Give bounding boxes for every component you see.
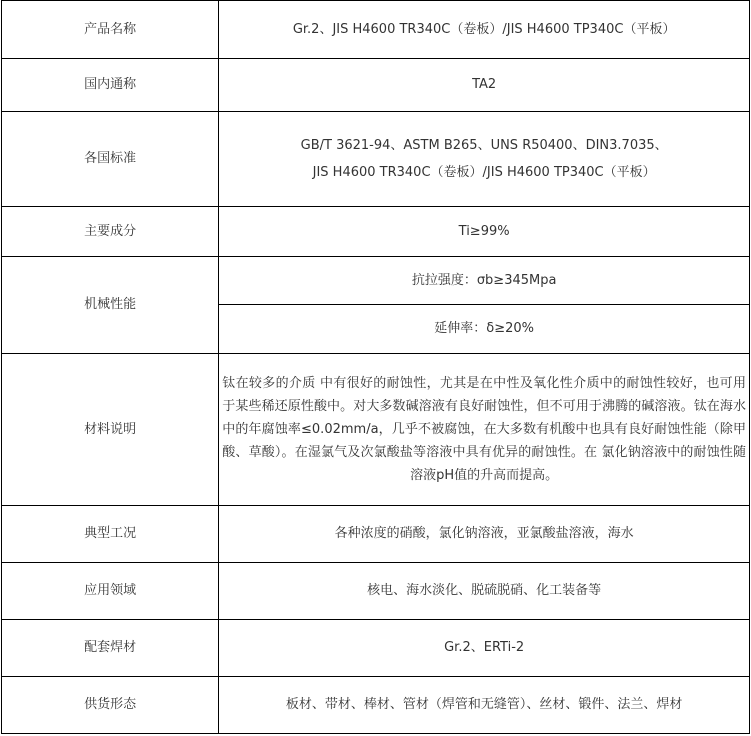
row-value: Gr.2、ERTi-2	[219, 620, 750, 677]
table-row	[2, 354, 750, 506]
row-label: 供货形态	[2, 677, 219, 734]
row-value: TA2	[219, 59, 750, 112]
row-value: Gr.2、JIS H4600 TR340C（卷板）/JIS H4600 TP340C（平板）	[219, 1, 750, 59]
row-value: 板材、带材、棒材、管材（焊管和无缝管）、丝材、锻件、法兰、焊材	[219, 677, 750, 734]
material-spec-table	[1, 0, 750, 734]
row-value: 核电、海水淡化、脱硫脱硝、化工装备等	[219, 563, 750, 620]
standards-line-1: GB/T 3621-94、ASTM B265、UNS R50400、DIN3.7035、	[300, 138, 668, 153]
row-value: 抗拉强度：σb≥345Mpa	[219, 257, 750, 305]
row-value: 钛在较多的介质 中有很好的耐蚀性，尤其是在中性及氧化性介质中的耐蚀性较好，也可用于某些稀还原性酸中。对大多数碱溶液有良好耐蚀性，但不可用于沸腾的碱溶液。钛在海水 中的年腐蚀率≤0.02mm/a，几乎不被腐蚀，在大多数有机酸中也具有良好耐蚀性能（除甲酸、草酸）。在湿氯气及次氯酸盐等溶液中具有优异的耐蚀性。在 氯化钠溶液中的耐蚀性随溶液pH值的升高而提高。	[219, 354, 750, 506]
row-value	[219, 112, 750, 207]
table-row	[2, 207, 750, 257]
table-row	[2, 620, 750, 677]
row-label: 机械性能	[2, 257, 219, 354]
row-value: 各种浓度的硝酸，氯化钠溶液，亚氯酸盐溶液，海水	[219, 506, 750, 563]
table-row	[2, 563, 750, 620]
row-label: 典型工况	[2, 506, 219, 563]
row-value: Ti≥99%	[219, 207, 750, 257]
row-label: 配套焊材	[2, 620, 219, 677]
table-row	[2, 59, 750, 112]
row-label: 国内通称	[2, 59, 219, 112]
row-label: 产品名称	[2, 1, 219, 59]
table-row	[2, 506, 750, 563]
row-label: 主要成分	[2, 207, 219, 257]
standards-line-2: JIS H4600 TR340C（卷板）/JIS H4600 TP340C（平板）	[312, 165, 656, 180]
row-label: 材料说明	[2, 354, 219, 506]
row-label: 应用领域	[2, 563, 219, 620]
table-row	[2, 677, 750, 734]
row-value: 延伸率：δ≥20%	[219, 305, 750, 354]
table-row	[2, 1, 750, 59]
table-row	[2, 257, 750, 305]
table-row	[2, 112, 750, 207]
row-label: 各国标准	[2, 112, 219, 207]
